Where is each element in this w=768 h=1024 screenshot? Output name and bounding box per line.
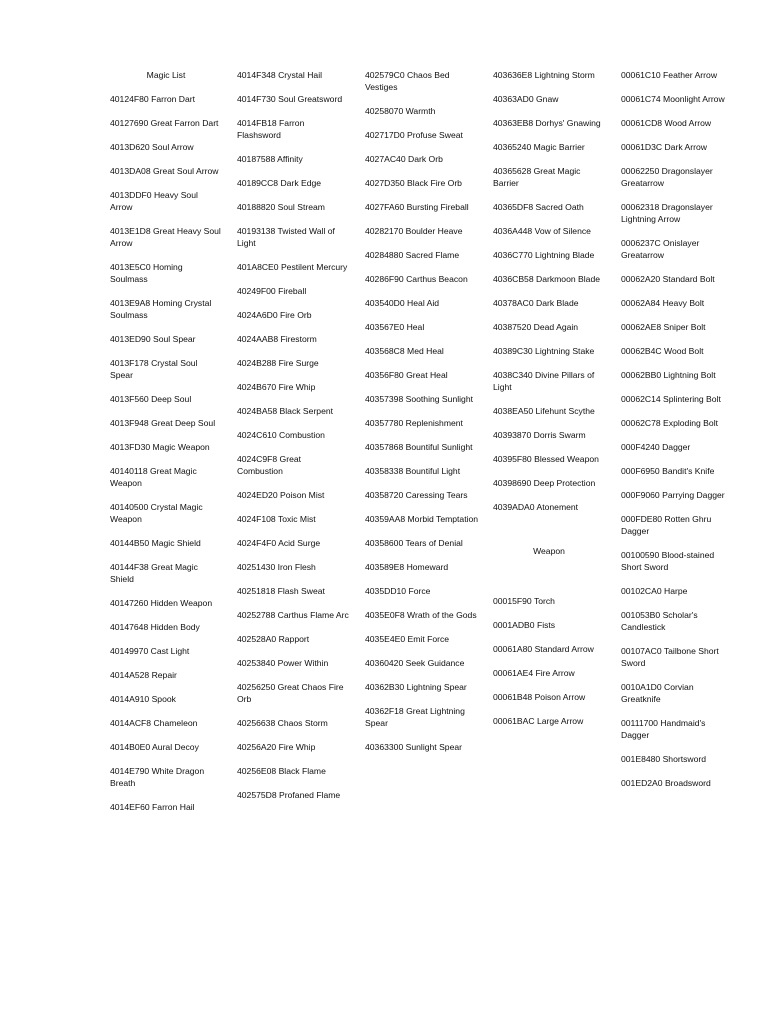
list-item: 00062B4C Wood Bolt bbox=[621, 346, 704, 356]
list-item: 40358338 Bountiful Light bbox=[365, 466, 461, 476]
list-item: 4036A448 Vow of Silence bbox=[493, 226, 591, 236]
list-item: 403589E8 Homeward bbox=[365, 562, 449, 572]
list-item: 40393870 Dorris Swarm bbox=[493, 430, 586, 440]
list-item: 00061CD8 Wood Arrow bbox=[621, 118, 712, 128]
list-item: 4024C610 Combustion bbox=[237, 430, 325, 440]
list-item: 00062AE8 Sniper Bolt bbox=[621, 322, 706, 332]
list-item: 4013E9A8 Homing Crystal Soulmass bbox=[110, 298, 212, 320]
list-item: 40284880 Sacred Flame bbox=[365, 250, 460, 260]
list-item: 4035E4E0 Emit Force bbox=[365, 634, 450, 644]
list-item: 40398690 Deep Protection bbox=[493, 478, 596, 488]
list-item: 40252788 Carthus Flame Arc bbox=[237, 610, 349, 620]
list-item: 00062C78 Exploding Bolt bbox=[621, 418, 718, 428]
list-item: 40357868 Bountiful Sunlight bbox=[365, 442, 473, 452]
list-item: 40256E08 Black Flame bbox=[237, 766, 326, 776]
list-item: 4014FB18 Farron Flashsword bbox=[237, 118, 305, 140]
list-item: 00062A20 Standard Bolt bbox=[621, 274, 715, 284]
column-1 bbox=[110, 69, 222, 825]
list-item: 4014A910 Spook bbox=[110, 694, 176, 704]
list-item: 40256A20 Fire Whip bbox=[237, 742, 316, 752]
list-item: 00062A84 Heavy Bolt bbox=[621, 298, 705, 308]
column-3 bbox=[365, 69, 481, 765]
list-item: 40356F80 Great Heal bbox=[365, 370, 448, 380]
list-item: 40144B50 Magic Shield bbox=[110, 538, 201, 548]
list-item: 4024ED20 Poison Mist bbox=[237, 490, 325, 500]
list-item: 4024A6D0 Fire Orb bbox=[237, 310, 312, 320]
list-item: 40357398 Soothing Sunlight bbox=[365, 394, 473, 404]
list-item: 4024AAB8 Firestorm bbox=[237, 334, 317, 344]
list-item: 00015F90 Torch bbox=[493, 596, 555, 606]
list-item: 40357780 Replenishment bbox=[365, 418, 463, 428]
list-item: 40282170 Boulder Heave bbox=[365, 226, 463, 236]
list-item: 4013DA08 Great Soul Arrow bbox=[110, 166, 219, 176]
list-item: 4013D620 Soul Arrow bbox=[110, 142, 194, 152]
list-item: 40363EB8 Dorhys' Gnawing bbox=[493, 118, 601, 128]
list-item: 40249F00 Fireball bbox=[237, 286, 307, 296]
list-item: 4013F948 Great Deep Soul bbox=[110, 418, 216, 428]
list-item: 40147260 Hidden Weapon bbox=[110, 598, 213, 608]
list-item: 402528A0 Rapport bbox=[237, 634, 310, 644]
list-item: 40127690 Great Farron Dart bbox=[110, 118, 219, 128]
list-item: 40363300 Sunlight Spear bbox=[365, 742, 462, 752]
list-item: 40362B30 Lightning Spear bbox=[365, 682, 467, 692]
list-item: 4014E790 White Dragon Breath bbox=[110, 766, 205, 788]
list-item: 40147648 Hidden Body bbox=[110, 622, 200, 632]
list-item: 00061B48 Poison Arrow bbox=[493, 692, 586, 702]
list-item: 4024BA58 Black Serpent bbox=[237, 406, 334, 416]
list-item: 40251430 Iron Flesh bbox=[237, 562, 316, 572]
list-item: 00062318 Dragonslayer Lightning Arrow bbox=[621, 202, 713, 224]
list-item: 40360420 Seek Guidance bbox=[365, 658, 465, 668]
column-4 bbox=[493, 69, 605, 739]
list-item: 402717D0 Profuse Sweat bbox=[365, 130, 463, 140]
list-item: 00061C10 Feather Arrow bbox=[621, 70, 718, 80]
weapon-heading: Weapon bbox=[533, 546, 565, 556]
list-item: 4013E1D8 Great Heavy Soul Arrow bbox=[110, 226, 221, 248]
list-item: 40251818 Flash Sweat bbox=[237, 586, 325, 596]
list-item: 000FDE80 Rotten Ghru Dagger bbox=[621, 514, 712, 536]
list-item: 40188820 Soul Stream bbox=[237, 202, 325, 212]
list-item: 4014A528 Repair bbox=[110, 670, 177, 680]
column-2 bbox=[237, 69, 349, 813]
list-item: 4027D350 Black Fire Orb bbox=[365, 178, 462, 188]
list-item: 4024F4F0 Acid Surge bbox=[237, 538, 321, 548]
list-item: 403540D0 Heal Aid bbox=[365, 298, 440, 308]
list-item: 0006237C Onislayer Greatarrow bbox=[621, 238, 700, 260]
list-item: 403568C8 Med Heal bbox=[365, 346, 444, 356]
list-item: 40187588 Affinity bbox=[237, 154, 303, 164]
list-item: 00102CA0 Harpe bbox=[621, 586, 688, 596]
list-item: 001ED2A0 Broadsword bbox=[621, 778, 711, 788]
list-item: 000F9060 Parrying Dagger bbox=[621, 490, 725, 500]
list-item: 4038C340 Divine Pillars of Light bbox=[493, 370, 595, 392]
magic-list-heading: Magic List bbox=[146, 70, 186, 80]
list-item: 00062BB0 Lightning Bolt bbox=[621, 370, 716, 380]
list-item: 40365628 Great Magic Barrier bbox=[493, 166, 581, 188]
list-item: 00061BAC Large Arrow bbox=[493, 716, 584, 726]
list-item: 40140118 Great Magic Weapon bbox=[110, 466, 197, 488]
column-5 bbox=[621, 69, 733, 801]
list-item: 4027AC40 Dark Orb bbox=[365, 154, 443, 164]
list-item: 4024B288 Fire Surge bbox=[237, 358, 319, 368]
list-item: 4024B670 Fire Whip bbox=[237, 382, 316, 392]
list-item: 00061AE4 Fire Arrow bbox=[493, 668, 575, 678]
list-item: 00061C74 Moonlight Arrow bbox=[621, 94, 725, 104]
list-item: 40144F38 Great Magic Shield bbox=[110, 562, 198, 584]
list-item: 00061D3C Dark Arrow bbox=[621, 142, 707, 152]
list-item: 40365240 Magic Barrier bbox=[493, 142, 585, 152]
list-item: 403567E0 Heal bbox=[365, 322, 425, 332]
list-item: 40124F80 Farron Dart bbox=[110, 94, 196, 104]
list-item: 4035DD10 Force bbox=[365, 586, 431, 596]
list-item: 4014B0E0 Aural Decoy bbox=[110, 742, 199, 752]
list-item: 4014EF60 Farron Hail bbox=[110, 802, 195, 812]
list-item: 4038EA50 Lifehunt Scythe bbox=[493, 406, 595, 416]
list-item: 00100590 Blood-stained Short Sword bbox=[621, 550, 715, 572]
list-item: 40362F18 Great Lightning Spear bbox=[365, 706, 465, 728]
list-item: 00062250 Dragonslayer Greatarrow bbox=[621, 166, 713, 188]
list-item: 4013F560 Deep Soul bbox=[110, 394, 192, 404]
list-item: 000F6950 Bandit's Knife bbox=[621, 466, 715, 476]
list-item: 40395F80 Blessed Weapon bbox=[493, 454, 599, 464]
list-item: 4039ADA0 Atonement bbox=[493, 502, 579, 512]
list-item: 401A8CE0 Pestilent Mercury bbox=[237, 262, 348, 272]
list-item: 40359AA8 Morbid Temptation bbox=[365, 514, 479, 524]
list-item: 4013DDF0 Heavy Soul Arrow bbox=[110, 190, 198, 212]
list-item: 40258070 Warmth bbox=[365, 106, 436, 116]
list-item: 4036CB58 Darkmoon Blade bbox=[493, 274, 601, 284]
list-item: 4014ACF8 Chameleon bbox=[110, 718, 198, 728]
list-item: 00107AC0 Tailbone Short Sword bbox=[621, 646, 719, 668]
list-item: 402579C0 Chaos Bed Vestiges bbox=[365, 70, 450, 92]
list-item: 403636E8 Lightning Storm bbox=[493, 70, 595, 80]
list-item: 40363AD0 Gnaw bbox=[493, 94, 559, 104]
list-item: 40365DF8 Sacred Oath bbox=[493, 202, 584, 212]
list-item: 00061A80 Standard Arrow bbox=[493, 644, 594, 654]
list-item: 4035E0F8 Wrath of the Gods bbox=[365, 610, 477, 620]
list-item: 001E8480 Shortsword bbox=[621, 754, 707, 764]
list-item: 4013FD30 Magic Weapon bbox=[110, 442, 210, 452]
list-item: 001053B0 Scholar's Candlestick bbox=[621, 610, 698, 632]
list-item: 0010A1D0 Corvian Greatknife bbox=[621, 682, 694, 704]
list-item: 40378AC0 Dark Blade bbox=[493, 298, 579, 308]
list-item: 4014F348 Crystal Hail bbox=[237, 70, 323, 80]
list-item: 4013F178 Crystal Soul Spear bbox=[110, 358, 198, 380]
list-item: 40358720 Caressing Tears bbox=[365, 490, 468, 500]
list-item: 40286F90 Carthus Beacon bbox=[365, 274, 468, 284]
list-item: 40358600 Tears of Denial bbox=[365, 538, 463, 548]
list-item: 40193138 Twisted Wall of Light bbox=[237, 226, 335, 248]
list-item: 40140500 Crystal Magic Weapon bbox=[110, 502, 203, 524]
list-item: 4036C770 Lightning Blade bbox=[493, 250, 595, 260]
list-item: 00062C14 Splintering Bolt bbox=[621, 394, 721, 404]
list-item: 40389C30 Lightning Stake bbox=[493, 346, 595, 356]
list-item: 40189CC8 Dark Edge bbox=[237, 178, 322, 188]
list-item: 00111700 Handmaid's Dagger bbox=[621, 718, 706, 740]
list-item: 40387520 Dead Again bbox=[493, 322, 579, 332]
list-item: 4024C9F8 Great Combustion bbox=[237, 454, 302, 476]
list-item: 40253840 Power Within bbox=[237, 658, 329, 668]
list-item: 4013E5C0 Homing Soulmass bbox=[110, 262, 183, 284]
list-item: 4027FA60 Bursting Fireball bbox=[365, 202, 469, 212]
list-item: 40256638 Chaos Storm bbox=[237, 718, 328, 728]
list-item: 402575D8 Profaned Flame bbox=[237, 790, 341, 800]
list-item: 40256250 Great Chaos Fire Orb bbox=[237, 682, 344, 704]
list-item: 40149970 Cast Light bbox=[110, 646, 190, 656]
list-item: 4013ED90 Soul Spear bbox=[110, 334, 196, 344]
list-item: 0001ADB0 Fists bbox=[493, 620, 556, 630]
list-item: 000F4240 Dagger bbox=[621, 442, 691, 452]
list-item: 4024F108 Toxic Mist bbox=[237, 514, 316, 524]
list-item: 4014F730 Soul Greatsword bbox=[237, 94, 343, 104]
